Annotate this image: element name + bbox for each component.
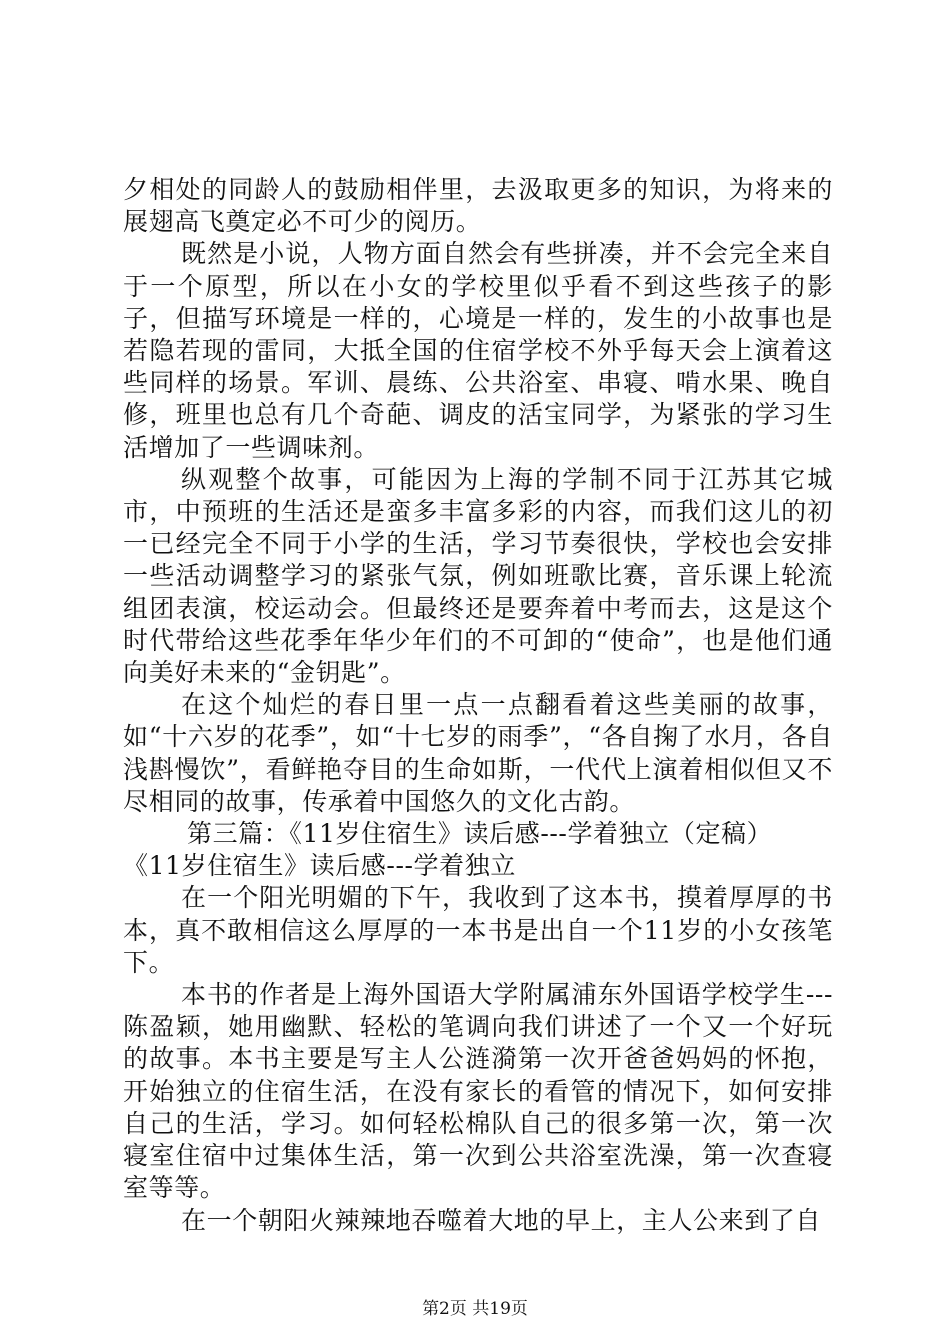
page-number-footer: 第2页 共19页 — [422, 1299, 528, 1319]
section-heading: 第三篇：《11岁住宿生》读后感---学着独立（定稿） — [187, 819, 773, 849]
document-body — [123, 174, 833, 1237]
paragraph: 在一个阳光明媚的下午，我收到了这本书，摸着厚厚的书本，真不敢相信这么厚厚的一本书是出自一个11岁的小女孩笔下。 — [123, 883, 833, 977]
paragraph: 在这个灿烂的春日里一点一点翻看着这些美丽的故事，如“十六岁的花季”，如“十七岁的雨季”，“各自掬了水月，各自浅斟慢饮”，看鲜艳夺目的生命如斯，一代代上演着相似但又不尽相同的故事，传承着中国悠久的文化古韵。 — [123, 690, 833, 816]
section-subtitle: 《11岁住宿生》读后感---学着独立 — [123, 851, 516, 881]
paragraph: 在一个朝阳火辣辣地吞噬着大地的早上，主人公来到了自 — [181, 1205, 822, 1235]
paragraph: 夕相处的同龄人的鼓励相伴里，去汲取更多的知识，为将来的展翅高飞奠定必不可少的阅历。 — [123, 175, 833, 237]
paragraph: 纵观整个故事，可能因为上海的学制不同于江苏其它城市，中预班的生活还是蛮多丰富多彩的内容，而我们这儿的初一已经完全不同于小学的生活，学习节奏很快，学校也会安排一些活动调整学习的紧张气氛，例如班歌比赛，音乐课上轮流组团表演，校运动会。但最终还是要奔着中考而去，这是这个时代带给这些花季年华少年们的不可卸的“使命”，也是他们通向美好未来的“金钥匙”。 — [123, 464, 833, 688]
paragraph: 本书的作者是上海外国语大学附属浦东外国语学校学生---陈盈颖，她用幽默、轻松的笔调向我们讲述了一个又一个好玩的故事。本书主要是写主人公涟漪第一次开爸爸妈妈的怀抱，开始独立的住宿生活，在没有家长的看管的情况下，如何安排自己的生活，学习。如何轻松棉队自己的很多第一次，第一次寝室住宿中过集体生活，第一次到公共浴室洗澡，第一次查寝室等等。 — [123, 980, 833, 1203]
paragraph: 既然是小说，人物方面自然会有些拼凑，并不会完全来自于一个原型，所以在小女的学校里似乎看不到这些孩子的影子，但描写环境是一样的，心境是一样的，发生的小故事也是若隐若现的雷同，大抵全国的住宿学校不外乎每天会上演着这些同样的场景。军训、晨练、公共浴室、串寝、啃水果、晚自修，班里也总有几个奇葩、调皮的活宝同学，为紧张的学习生活增加了一些调味剂。 — [123, 239, 833, 462]
